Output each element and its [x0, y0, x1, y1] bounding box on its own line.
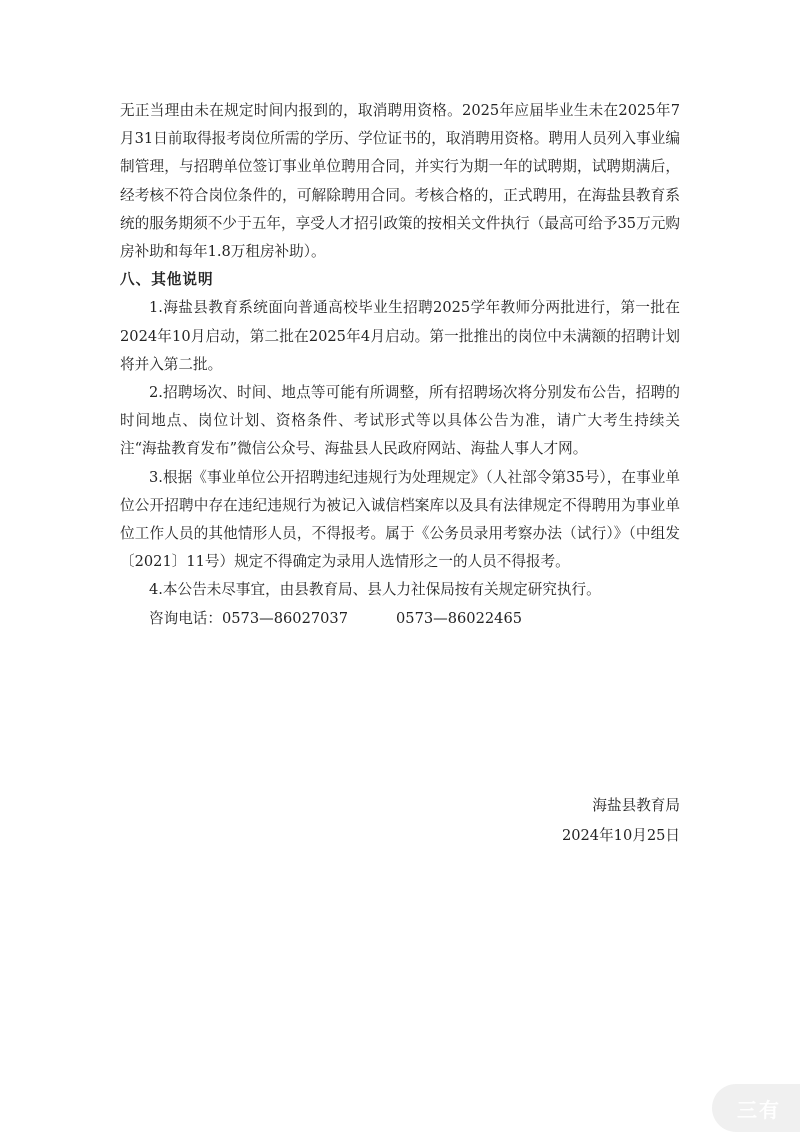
list-item: 4.本公告未尽事宜，由县教育局、县人力社保局按有关规定研究执行。	[149, 581, 601, 599]
list-item: 2.招聘场次、时间、地点等可能有所调整，所有招聘场次将分别发布公告，招聘的时间地点、岗位计划、资格条件、考试形式等以具体公告为准，请广大考生持续关注“海盐教育发布”微信公众号、海盐县人民政府网站、海盐人事人才网。	[120, 384, 680, 458]
contact-label: 咨询电话：	[149, 609, 222, 627]
list-item: 1.海盐县教育系统面向普通高校毕业生招聘2025学年教师分两批进行，第一批在2024年10月启动，第二批在2025年4月启动。第一批推出的岗位中未满额的招聘计划将并入第二批。	[120, 299, 680, 373]
section-heading: 八、其他说明	[120, 271, 214, 289]
phone-number-2: 0573—86022465	[396, 609, 523, 627]
watermark-text: 三有	[737, 1097, 781, 1122]
contact-line	[120, 605, 680, 633]
signature-organization: 海盐县教育局	[592, 797, 680, 814]
phone-number-1: 0573—86027037	[221, 609, 348, 627]
paragraph-continuation: 无正当理由未在规定时间内报到的，取消聘用资格。2025年应届毕业生未在2025年7月31日前取得报考岗位所需的学历、学位证书的，取消聘用资格。聘用人员列入事业编制管理，与招聘单位签订事业单位聘用合同，并实行为期一年的试聘期，试聘期满后，经考核不符合岗位条件的，可解除聘用合同。考核合格的，正式聘用，在海盐县教育系统的服务期须不少于五年，享受人才招引政策的按相关文件执行（最高可给予35万元购房补助和每年1.8万租房补助）。	[120, 102, 680, 261]
list-item: 3.根据《事业单位公开招聘违纪违规行为处理规定》（人社部令第35号），在事业单位公开招聘中存在违纪违规行为被记入诚信档案库以及具有法律规定不得聘用为事业单位工作人员的其他情形人员，不得报考。属于《公务员录用考察办法（试行）》（中组发〔2021〕11号）规定不得确定为录用人选情形之一的人员不得报考。	[120, 468, 680, 571]
document-body	[120, 97, 680, 633]
watermark-badge	[712, 1084, 800, 1132]
signature-date: 2024年10月25日	[561, 827, 680, 844]
